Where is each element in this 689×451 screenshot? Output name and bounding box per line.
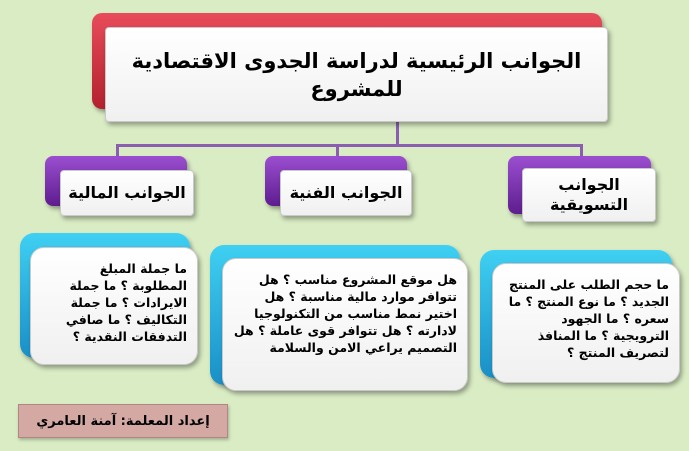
technical-heading: الجوانب الفنية — [280, 170, 412, 216]
technical-questions: هل موقع المشروع مناسب ؟ هل تتوافر موارد مالية مناسبة ؟ هل اختير نمط مناسب من التكنولوجيا لادارته ؟ هل تتوافر قوى عاملة ؟ هل التصميم يراعي الامن والسلامة — [222, 258, 468, 391]
connector-stem — [396, 122, 399, 146]
financial-heading: الجوانب المالية — [60, 170, 194, 216]
teacher-signature: إعداد المعلمة: آمنة العامري — [18, 404, 228, 438]
financial-questions: ما جملة المبلغ المطلوبة ؟ ما جملة الايرادات ؟ ما جملة التكاليف ؟ ما صافي التدفقات النقدية ؟ — [30, 247, 198, 365]
marketing-heading: الجوانب التسويقية — [522, 168, 656, 222]
diagram-title: الجوانب الرئيسية لدراسة الجدوى الاقتصادية للمشروع — [105, 27, 608, 122]
connector-horizontal — [116, 144, 582, 147]
marketing-questions: ما حجم الطلب على المنتج الجديد ؟ ما نوع المنتج ؟ ما سعره ؟ ما الجهود الترويجية ؟ ما المنافذ لتصريف المنتج ؟ — [492, 263, 680, 383]
